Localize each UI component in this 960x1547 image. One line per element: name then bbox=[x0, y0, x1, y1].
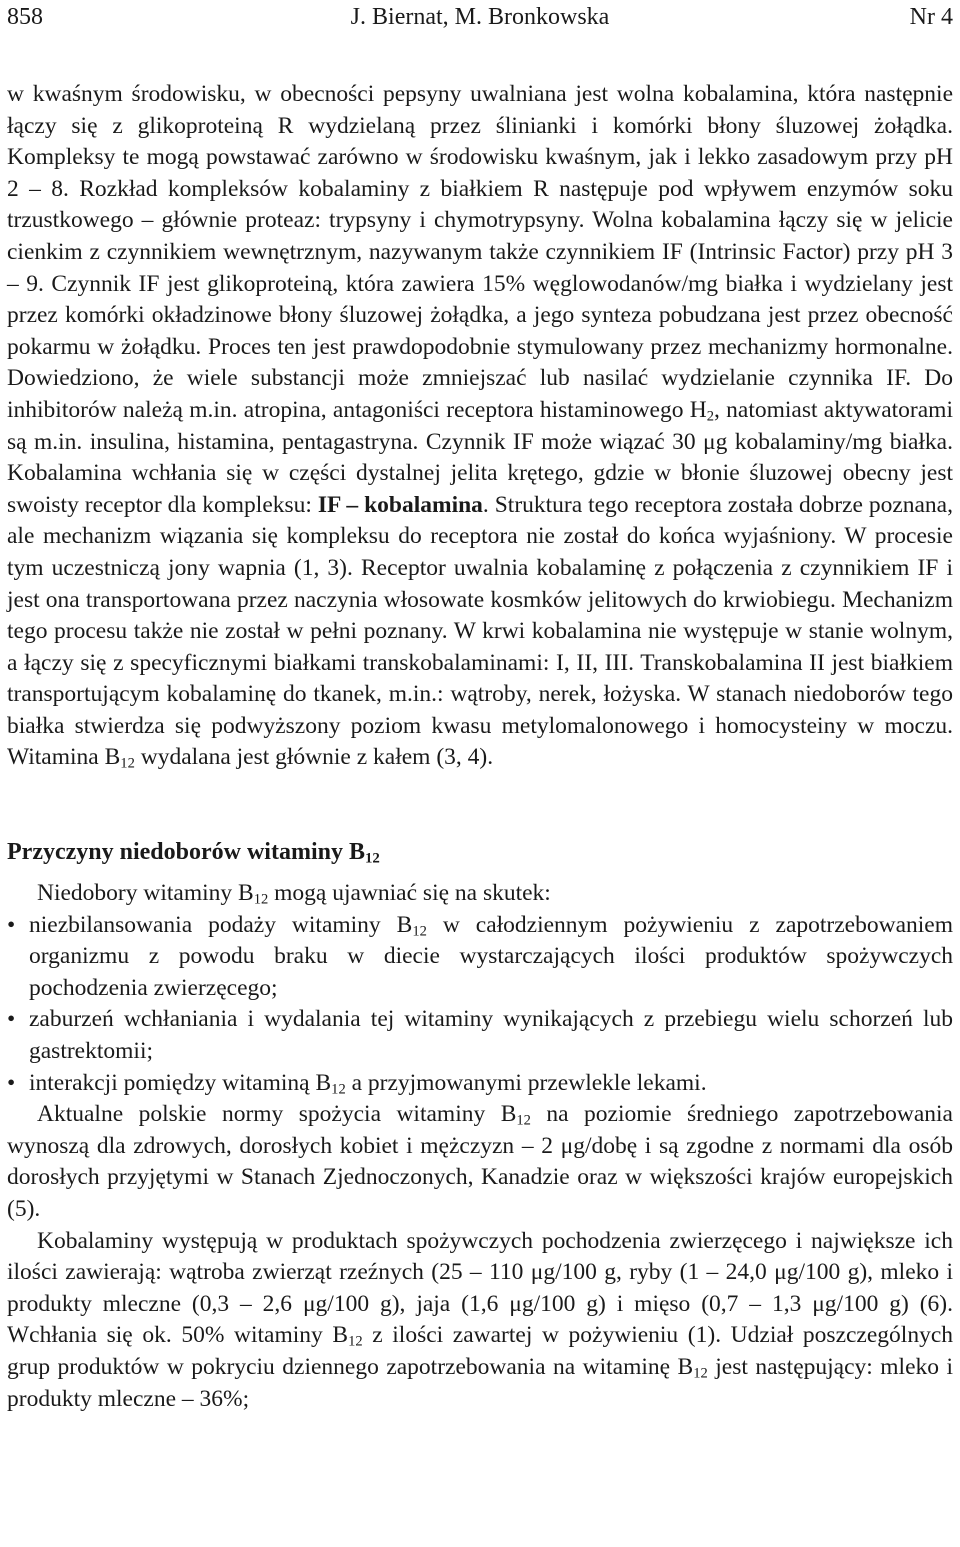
bullet-icon: • bbox=[7, 1069, 16, 1096]
list-item: • niezbilansowania podaży witaminy $B_{12}$ w całodziennym pożywieniu z zapotrzebowaniem organizmu z powodu braku w diecie wystarczających ilości produktów spożywczych pochodzenia zwierzęcego; bbox=[7, 911, 954, 1001]
issue-number: Nr 4 bbox=[909, 4, 953, 30]
paragraph-polish-norms: Aktualne polskie normy spożycia witaminy $B_{12}$ na poziomie średniego zapotrzebowania wynoszą dla zdrowych, dorosłych kobiet i mężczyzn – 2 μg/dobę i są zgodne z normami dla osób dorosłych przyjętymi w Stanach Zjednoczonych, Kanadzie oraz w większości krajów europejskich (5). bbox=[7, 1101, 953, 1222]
if-cobalamin-term: IF – kobalamina bbox=[317, 491, 483, 518]
paragraph-food-sources: Kobalaminy występują w produktach spożywczych pochodzenia zwierzęcego i największe ich ilości zawierają: wątroba zwierząt rzeźnych (25 – 110 μg/100 g, ryby (1 – 24,0 μg/100 g), mleko i produkty mleczne (0,3 – 2,6 μg/100 g), jaja (1,6 μg/100 g) i mięso (0,7 – 1,3 μg/100 g) (6). Wchłania się ok. 50% witaminy $B_{12}$ z ilości zawartej w pożywieniu (1). Udział poszczególnych grup produktów w pokryciu dziennego zapotrzebowania na witaminę $B_{12}$ jest następujący: mleko i produkty mleczne – 36%; bbox=[7, 1227, 954, 1412]
paragraph-deficiency-intro: Niedobory witaminy $B_{12}$ mogą ujawniać się na skutek: bbox=[37, 880, 551, 908]
list-item: • interakcji pomiędzy witaminą $B_{12}$ a przyjmowanymi przewlekle lekami. bbox=[7, 1069, 707, 1098]
bullet-icon: • bbox=[7, 911, 16, 938]
page-number: 858 bbox=[7, 4, 43, 30]
running-header bbox=[7, 0, 953, 40]
article-body bbox=[7, 79, 953, 1415]
running-head-authors: J. Biernat, M. Bronkowska bbox=[350, 4, 610, 30]
document-page bbox=[7, 0, 953, 1415]
list-item: • zaburzeń wchłaniania i wydalania tej witaminy wynikających z przebiegu wielu schorzeń lub gastrektomii; bbox=[7, 1006, 953, 1065]
paragraph-cobalamin-absorption: w kwaśnym środowisku, w obecności pepsyny uwalniana jest wolna kobalamina, która następnie łączy się z glikoproteiną R wydzielaną przez ślinianki i komórki błony śluzowej żołądka. Kompleksy te mogą powstawać zarówno w środowisku kwaśnym, jak i lekko zasadowym przy pH 2 – 8. Rozkład kompleksów kobalaminy z białkiem R następuje pod wpływem enzymów soku trzustkowego – głównie proteaz: trypsyny i chymotrypsyny. Wolna kobalamina łączy się w jelicie cienkim z czynnikiem wewnętrznym, nazywanym także czynnikiem IF (Intrinsic Factor) przy pH 3 – 9. Czynnik IF jest glikoproteiną, która zawiera 15% węglowodanów/mg białka i wydzielany jest przez komórki okładzinowe błony śluzowej żołądka, a jego synteza pobudzana jest przez obecność pokarmu w żołądku. Proces ten jest prawdopodobnie stymulowany przez mechanizmy hormonalne. Dowiedziono, że wiele substancji może zmniejszać lub nasilać wydzielanie czynnika IF. Do inhibitorów należą m.in. atropina, antagoniści receptora histaminowego $H_2$, natomiast aktywatorami są m.in. insulina, histamina, pentagastryna. Czynnik IF może wiązać 30 μg kobalaminy/mg białka. Kobalamina wchłania się w części dystalnej jelita krętego, gdzie w błonie śluzowej obecny jest swoisty receptor dla kompleksu: IF – kobalamina. Struktura tego receptora została dobrze poznana, ale mechanizm wiązania się kompleksu do receptora nie został do końca wyjaśniony. W procesie tym uczestniczą jony wapnia (1, 3). Receptor uwalnia kobalaminę z połączenia z czynnikiem IF i jest ona transportowana przez naczynia włosowate kosmków jelitowych do krwiobiegu. Mechanizm tego procesu także nie został w pełni poznany. W krwi kobalamina nie występuje w stanie wolnym, a łączy się z specyficznymi białkami transkobalaminami: I, II, III. Transkobalamina II jest białkiem transportującym kobalaminę do tkanek, m.in.: wątroby, nerek, łożyska. W stanach niedoborów tego białka stwierdza się podwyższony poziom kwasu metylomalonowego i homocysteiny w moczu. Witamina $B_{12}$ wydalana jest głównie z kałem (3, 4). bbox=[7, 81, 953, 773]
section-heading: Przyczyny niedoborów witaminy $B_{12}$ bbox=[7, 839, 380, 867]
deficiency-causes-list bbox=[7, 910, 953, 1100]
bullet-icon: • bbox=[7, 1006, 16, 1033]
